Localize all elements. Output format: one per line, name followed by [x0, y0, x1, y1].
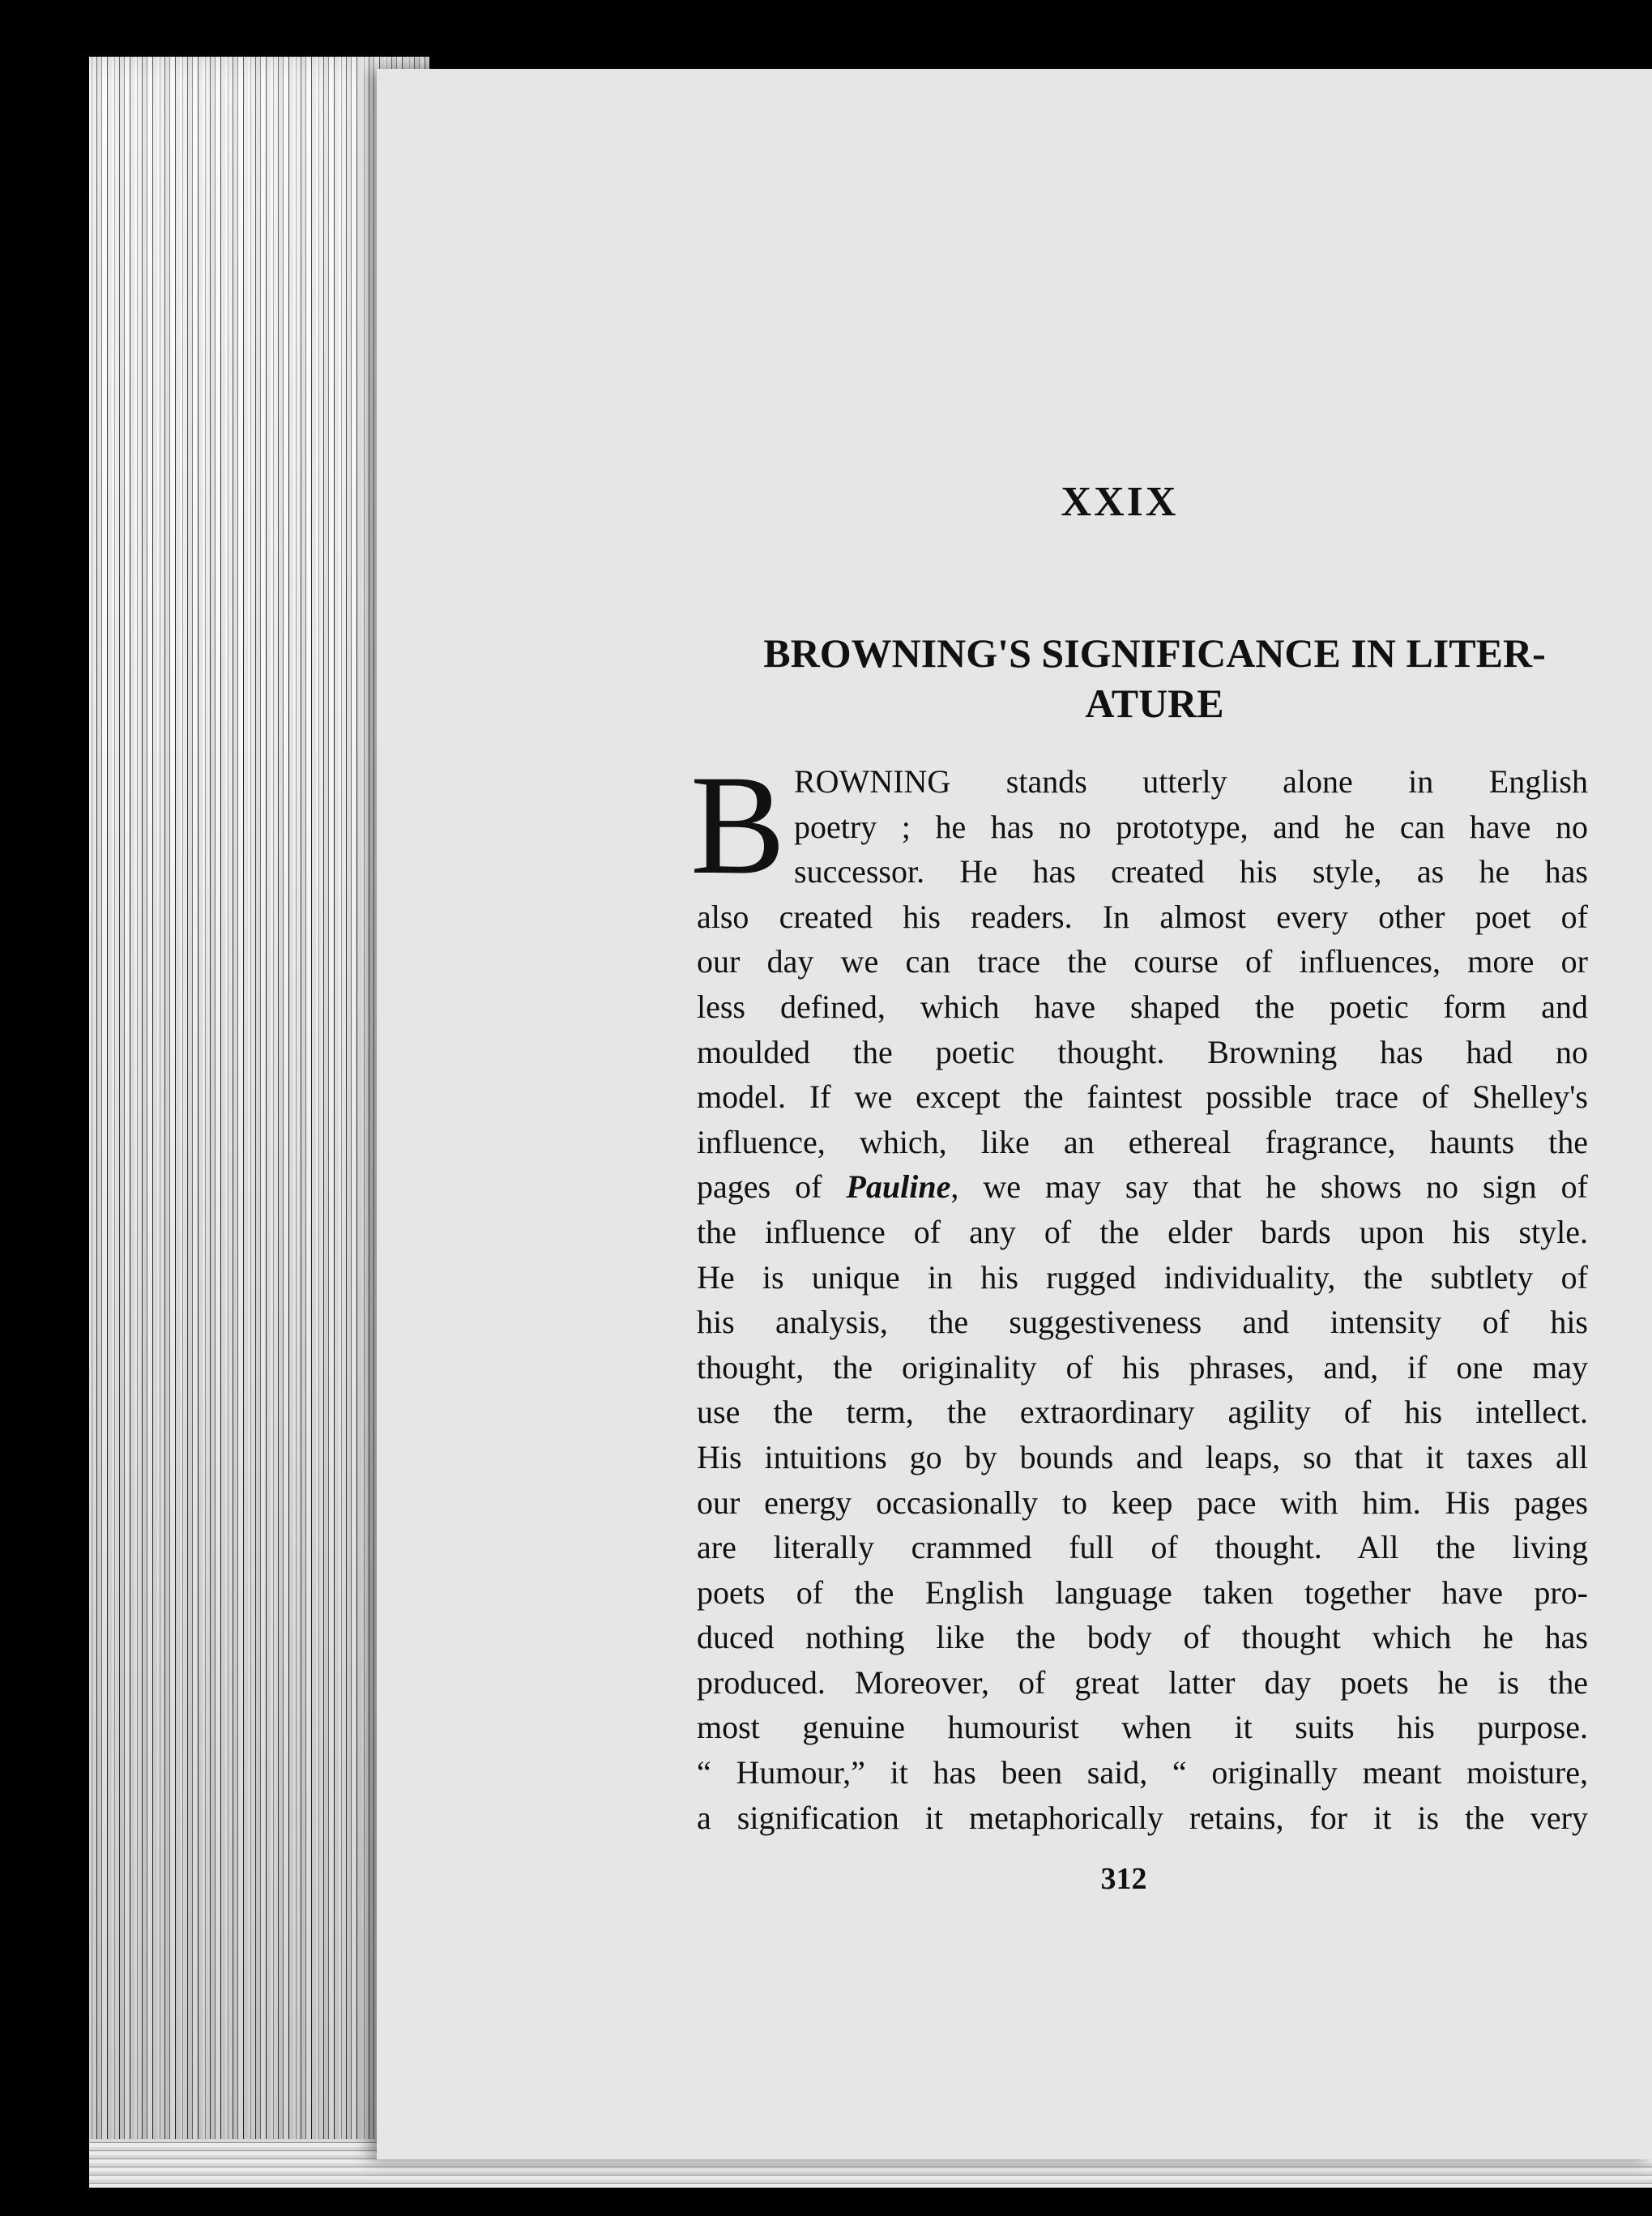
chapter-number: XXIX: [1061, 479, 1179, 525]
text-line: successor. He has created his style, as he has: [794, 853, 1588, 890]
chapter-title: [689, 628, 1620, 728]
text-line: model. If we except the faintest possible trace of Shelley's: [697, 1078, 1588, 1116]
text-line: thought, the originality of his phrases, and, if one may: [697, 1348, 1588, 1386]
text-line: his analysis, the suggestiveness and intensity of his: [697, 1304, 1588, 1341]
text-line: our energy occasionally to keep pace with him. His pages: [697, 1484, 1588, 1521]
text-line: the influence of any of the elder bards upon his style.: [697, 1213, 1588, 1250]
text-line: less defined, which have shaped the poetic form and: [697, 988, 1588, 1025]
chapter-title-line: ATURE: [1085, 681, 1224, 726]
book-page: [377, 69, 1652, 2159]
text-line: pages of Pauline, we may say that he shows no sign of: [697, 1168, 1588, 1206]
page-number: 312: [1100, 1862, 1147, 1896]
text-line: influence, which, like an ethereal fragrance, haunts the: [697, 1123, 1588, 1160]
text-line: He is unique in his rugged individuality, the subtlety of: [697, 1258, 1588, 1296]
text-line: our day we can trace the course of influences, more or: [697, 943, 1588, 980]
text-line: a signification it metaphorically retains, for it is the very: [697, 1799, 1588, 1836]
text-line: also created his readers. In almost every other poet of: [697, 898, 1588, 935]
text-line: use the term, the extraordinary agility of his intellect.: [697, 1394, 1588, 1431]
text-line: poetry ; he has no prototype, and he can have no: [794, 808, 1588, 845]
text-line: His intuitions go by bounds and leaps, so that it taxes all: [697, 1438, 1588, 1475]
text-line: “ Humour,” it has been said, “ originally meant moisture,: [697, 1754, 1588, 1791]
text-line: ROWNING stands utterly alone in English: [794, 763, 1588, 800]
text-line: are literally crammed full of thought. All the living: [697, 1529, 1588, 1566]
text-line: moulded the poetic thought. Browning has had no: [697, 1033, 1588, 1070]
text-line: most genuine humourist when it suits his purpose.: [697, 1709, 1588, 1746]
text-line: poets of the English language taken together have pro-: [697, 1573, 1588, 1611]
drop-cap: B: [690, 746, 786, 904]
italic-title: Pauline: [846, 1168, 951, 1206]
chapter-title-line: BROWNING'S SIGNIFICANCE IN LITER-: [763, 630, 1546, 676]
text-line: produced. Moreover, of great latter day poets he is the: [697, 1663, 1588, 1701]
text-line: duced nothing like the body of thought which he has: [697, 1619, 1588, 1656]
body-text: [690, 746, 1588, 1840]
